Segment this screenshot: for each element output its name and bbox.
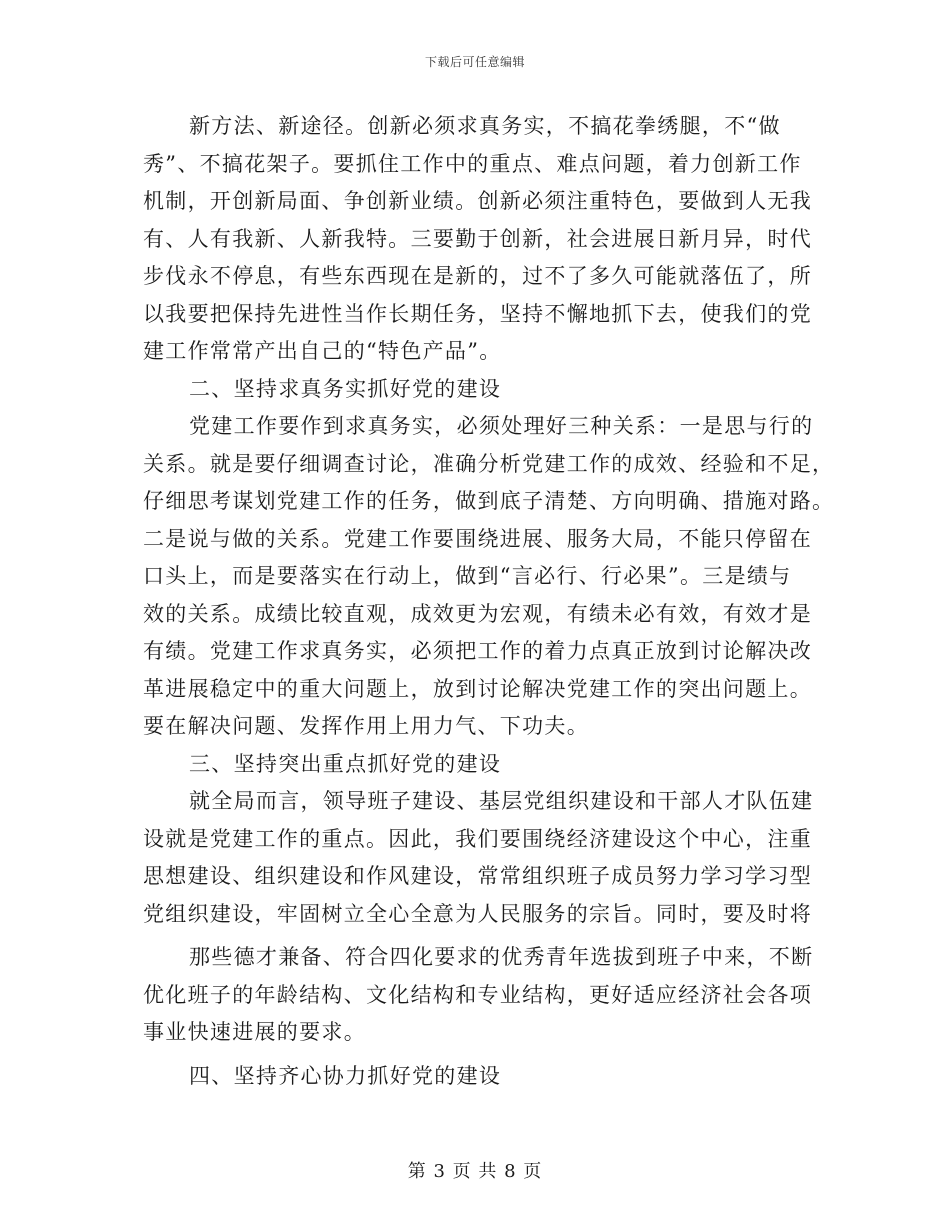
paragraph-three-relations xyxy=(143,408,835,746)
page-number-footer: 第 3 页 共 8 页 xyxy=(407,1161,543,1182)
document-body xyxy=(143,108,835,1095)
text-line: 思想建设、组织建设和作风建设，常常组织班子成员努力学习学习型 xyxy=(143,864,812,888)
page-header: 下载后可任意编辑 xyxy=(424,55,525,69)
text-line: 优化班子的年龄结构、文化结构和专业结构，更好适应经济社会各项 xyxy=(143,982,812,1007)
text-line: 秀”、不搞花架子。要抓住工作中的重点、难点问题，着力创新工作 xyxy=(143,151,802,176)
paragraph-innovation-continued xyxy=(143,108,812,371)
text-line: 步伐永不停息，有些东西现在是新的，过不了多久可能就落伍了，所 xyxy=(143,264,812,288)
paragraph-youth-selection xyxy=(143,939,814,1052)
text-line: 党建工作要作到求真务实，必须处理好三种关系：一是思与行的 xyxy=(189,414,814,438)
text-line: 口头上，而是要落实在行动上，做到“言必行、行必果”。三是绩与 xyxy=(143,564,792,588)
text-line: 关系。就是要仔细调查讨论，准确分析党建工作的成效、经验和不足， xyxy=(143,451,835,476)
text-line: 二是说与做的关系。党建工作要围绕进展、服务大局，不能只停留在 xyxy=(143,526,812,551)
text-line: 仔细思考谋划党建工作的任务，做到底子清楚、方向明确、措施对路。 xyxy=(143,489,835,513)
text-line: 效的关系。成绩比较直观，成效更为宏观，有绩未必有效，有效才是 xyxy=(143,601,812,626)
text-line: 党组织建设，牢固树立全心全意为人民服务的宗旨。同时，要及时将 xyxy=(143,901,812,926)
text-line: 有、人有我新、人新我特。三要勤于创新，社会进展日新月异，时代 xyxy=(143,226,812,251)
section-heading-4: 四、坚持齐心协力抓好党的建设 xyxy=(189,1063,502,1088)
text-line: 那些德才兼备、符合四化要求的优秀青年选拔到班子中来，不断 xyxy=(189,945,814,969)
text-line: 事业快速进展的要求。 xyxy=(143,1020,366,1044)
text-line: 就全局而言，领导班子建设、基层党组织建设和干部人才队伍建 xyxy=(189,789,814,813)
text-line: 新方法、新途径。创新必须求真务实，不搞花拳绣腿，不“做 xyxy=(189,114,781,138)
paragraph-key-points xyxy=(143,783,814,933)
text-line: 要在解决问题、发挥作用上用力气、下功夫。 xyxy=(143,714,589,738)
section-heading-3: 三、坚持突出重点抓好党的建设 xyxy=(189,751,502,776)
text-line: 建工作常常产出自己的“特色产品”。 xyxy=(143,339,502,363)
section-heading-2: 二、坚持求真务实抓好党的建设 xyxy=(189,376,502,401)
text-line: 以我要把保持先进性当作长期任务，坚持不懈地抓下去，使我们的党 xyxy=(143,301,812,326)
text-line: 有绩。党建工作求真务实，必须把工作的着力点真正放到讨论解决改 xyxy=(143,639,812,663)
text-line: 设就是党建工作的重点。因此，我们要围绕经济建设这个中心，注重 xyxy=(143,826,812,851)
text-line: 革进展稳定中的重大问题上，放到讨论解决党建工作的突出问题上。 xyxy=(143,676,812,701)
text-line: 机制，开创新局面、争创新业绩。创新必须注重特色，要做到人无我 xyxy=(143,189,812,213)
